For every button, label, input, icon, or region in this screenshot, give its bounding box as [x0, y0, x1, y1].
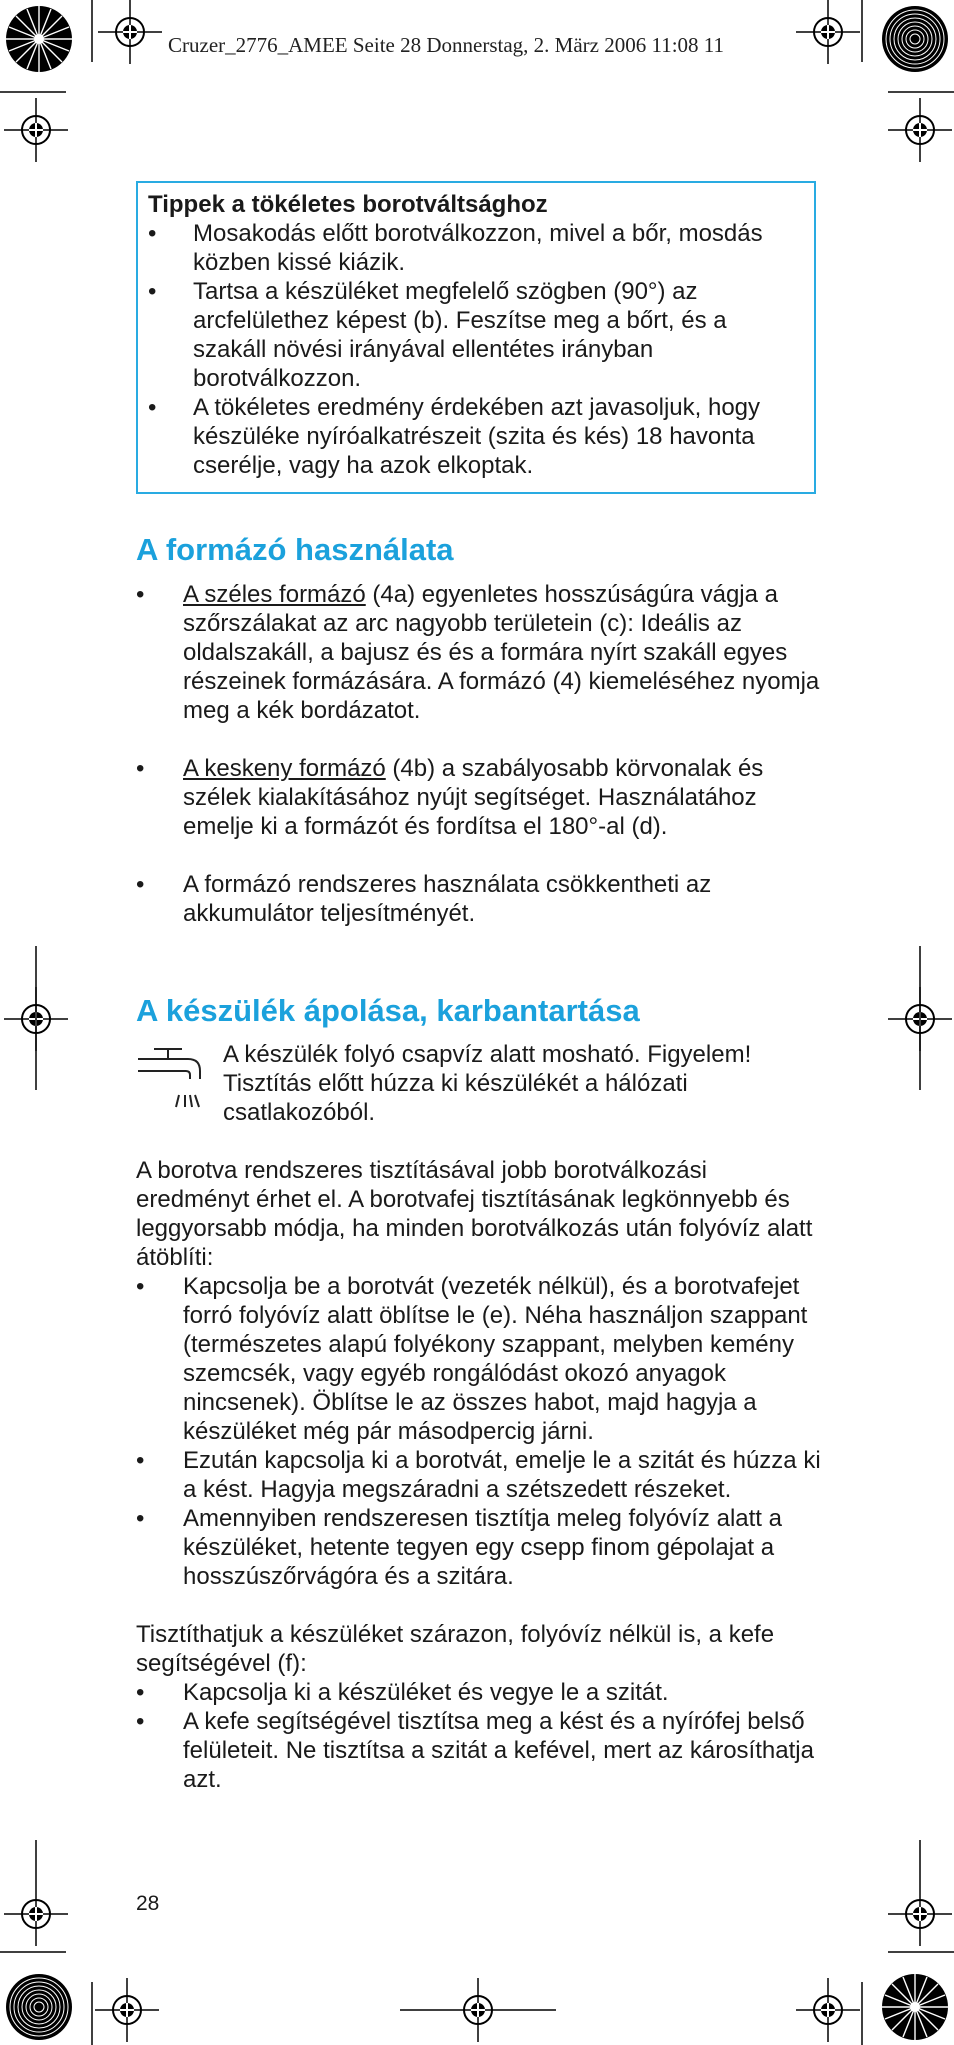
bullet: •: [136, 755, 145, 782]
bullet: •: [136, 1447, 145, 1474]
paragraph: A borotva rendszeres tisztításával jobb borotválkozási eredményt érhet el. A borotvafej tisztításának legkönnyebb és leggyorsabb módja, ha minden borotválkozás után folyóvíz alatt átöblíti:: [136, 1157, 813, 1271]
tips-box: [136, 181, 816, 494]
spacer: [136, 725, 826, 754]
term-underlined: A keskeny formázó: [183, 755, 386, 782]
starburst-target-icon: [4, 4, 74, 74]
water-note: A készülék folyó csapvíz alatt mosható. Figyelem! Tisztítás előtt húzza ki készülékét a hálózati csatlakozóból.: [223, 1041, 752, 1126]
list-item: [148, 393, 804, 480]
list-item-text: Amennyiben rendszeresen tisztítja meleg folyóvíz alatt a készüléket, hetente tegyen egy csepp finom gépolajat a hosszúszőrvágóra és a szitára.: [183, 1505, 782, 1590]
brush-list: [136, 1678, 826, 1794]
trimmer-section: [136, 580, 826, 928]
list-item-text: A kefe segítségével tisztítsa meg a kést és a nyírófej belső felületeit. Ne tisztítsa a szitát a kefével, mert az károsíthatja azt.: [183, 1708, 814, 1793]
trimmer-heading: A formázó használata: [136, 532, 454, 567]
list-item-text: Mosakodás előtt borotválkozzon, mivel a bőr, mosdás közben kissé kiázik.: [193, 220, 763, 276]
bullet: •: [136, 871, 145, 898]
list-item: [136, 1504, 826, 1591]
tips-title: Tippek a tökéletes borotváltsághoz: [148, 191, 548, 218]
bullet: •: [148, 220, 157, 247]
trimmer-list: [136, 580, 826, 928]
concentric-target-icon: [880, 4, 950, 74]
page-number: 28: [136, 1892, 160, 1915]
term-underlined: A széles formázó: [183, 581, 366, 608]
starburst-target-icon: [880, 1972, 950, 2042]
list-item-text: Kapcsolja ki a készüléket és vegye le a szitát.: [183, 1679, 669, 1706]
print-header: Cruzer_2776_AMEE Seite 28 Donnerstag, 2. März 2006 11:08 11: [168, 33, 725, 57]
bullet: •: [136, 1708, 145, 1735]
list-item: [136, 1272, 826, 1446]
list-item: [136, 870, 826, 928]
bullet: •: [148, 278, 157, 305]
care-heading: A készülék ápolása, karbantartása: [136, 993, 640, 1028]
list-item: [136, 1678, 826, 1707]
bullet: •: [136, 1679, 145, 1706]
spacer: [136, 841, 826, 870]
list-item-text: A tökéletes eredmény érdekében azt javasoljuk, hogy készüléke nyíróalkatrészeit (szita és kés) 18 havonta cserélje, vagy ha azok elkoptak.: [193, 394, 761, 479]
bullet: •: [136, 1273, 145, 1300]
bullet: •: [148, 394, 157, 421]
list-item-text: (4a) egyenletes hosszúságúra vágja a szőrszálakat az arc nagyobb területein (c): Ideális az oldalszakáll, a bajusz és és a formára nyírt szakáll egyes részeinek formázására. A formázó (4) kiemeléséhez nyomja meg a kék bordázatot.: [183, 581, 820, 724]
paragraph: Tisztíthatjuk a készüléket szárazon, folyóvíz nélkül is, a kefe segítségével (f):: [136, 1621, 775, 1677]
faucet-icon: [136, 1045, 206, 1115]
list-item-text: A formázó rendszeres használata csökkentheti az akkumulátor teljesítményét.: [183, 871, 712, 927]
spacer: [136, 1591, 826, 1620]
rinse-list: [136, 1272, 826, 1591]
concentric-target-icon: [4, 1972, 74, 2042]
list-item: [136, 754, 826, 841]
list-item: [136, 1707, 826, 1794]
list-item: [136, 1446, 826, 1504]
list-item: [148, 219, 804, 277]
list-item-text: Tartsa a készüléket megfelelő szögben (90°) az arcfelülethez képest (b). Feszítse meg a bőrt, és a szakáll növési irányával ellentétes irányban borotválkozzon.: [193, 278, 727, 392]
bullet: •: [136, 1505, 145, 1532]
list-item: [148, 277, 804, 393]
care-section: [136, 1156, 826, 1794]
bullet: •: [136, 581, 145, 608]
list-item-text: Kapcsolja be a borotvát (vezeték nélkül), és a borotvafejet forró folyóvíz alatt öblítse le (e). Néha használjon szappant (természetes alapú folyékony szappant, melyben kemény szemcsék, vagy egyéb rongálódást okozó anyagok nincsenek). Öblítse le az összes habot, majd hagyja a készüléket még pár másodpercig járni.: [183, 1273, 808, 1445]
tips-list: [148, 219, 804, 480]
list-item-text: Ezután kapcsolja ki a borotvát, emelje le a szitát és húzza ki a kést. Hagyja megszáradni a szétszedett részeket.: [183, 1447, 821, 1503]
list-item: [136, 580, 826, 725]
list-item-text: (4b) a szabályosabb körvonalak és szélek kialakításához nyújt segítséget. Használatához emelje ki a formázót és fordítsa el 180°-al (d).: [183, 755, 764, 840]
